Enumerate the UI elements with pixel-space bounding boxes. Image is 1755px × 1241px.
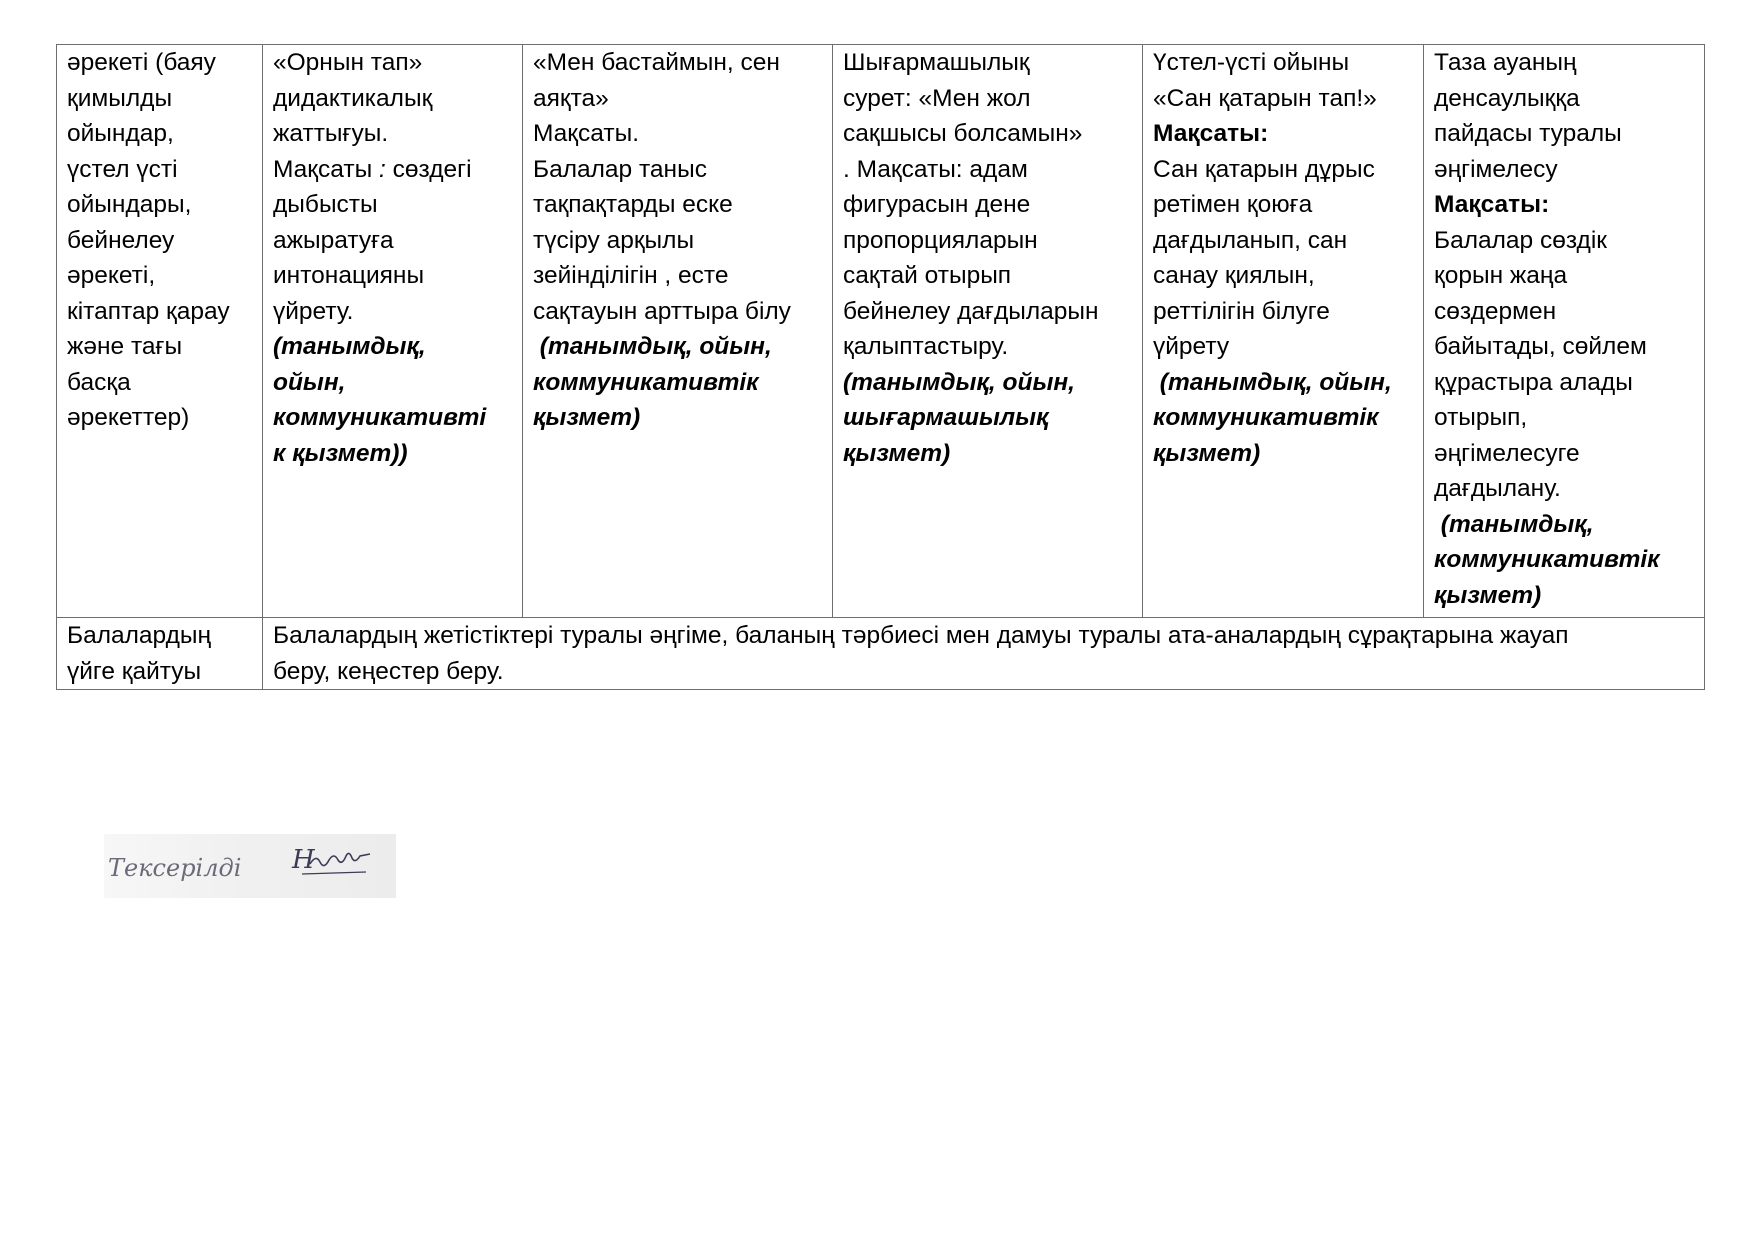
signature-initials: Н bbox=[292, 845, 315, 875]
activity-type-line: коммуникативтік bbox=[1434, 546, 1660, 573]
text-line: және тағы bbox=[67, 333, 183, 360]
activity-type-line: (танымдық, ойын, bbox=[843, 368, 1075, 396]
text-line: кітаптар қарау bbox=[67, 297, 230, 325]
text-line: қалыптастыру. bbox=[843, 333, 1009, 360]
return-home-label-cell bbox=[57, 618, 263, 690]
text-line: зейінділігін , есте bbox=[533, 262, 729, 289]
activity-type-line: (танымдық, ойын, bbox=[533, 333, 772, 360]
text-line: әңгімелесуге bbox=[1434, 439, 1580, 467]
text-line: санау қиялын, bbox=[1153, 262, 1315, 289]
text-line: байытады, сөйлем bbox=[1434, 333, 1647, 360]
signature-text: Тексерілді bbox=[108, 854, 242, 882]
signature-scribble bbox=[310, 853, 370, 865]
text-line: Сан қатарын дұрыс bbox=[1153, 155, 1375, 183]
activity-type-line: ойын, bbox=[273, 368, 346, 396]
text-line: ойындары, bbox=[67, 191, 192, 218]
goal-colon: : bbox=[372, 155, 386, 183]
activity-type-line: қызмет) bbox=[843, 439, 951, 467]
text-line: дидактикалық bbox=[273, 84, 433, 112]
activity-cell-4 bbox=[1143, 45, 1424, 618]
text-line: интонацияны bbox=[273, 262, 425, 289]
text-line: Балалардың жетістіктері туралы әңгіме, баланың тәрбиесі мен дамуы туралы ата-аналардың сұрақтарына жауап bbox=[273, 622, 1569, 649]
text-line: «Мен бастаймын, сен bbox=[533, 49, 780, 76]
text-line: әрекеті, bbox=[67, 262, 156, 289]
text-line: сақтауын арттыра білу bbox=[533, 297, 791, 325]
activity-type-line: шығармашылық bbox=[843, 404, 1049, 431]
text-line: сөздермен bbox=[1434, 297, 1557, 325]
text-line: құрастыра алады bbox=[1434, 368, 1633, 396]
text-line: бейнелеу дағдыларын bbox=[843, 297, 1099, 325]
activity-type-line: к қызмет)) bbox=[273, 439, 408, 467]
text-line: жаттығуы. bbox=[273, 120, 389, 147]
activity-cell-2 bbox=[523, 45, 833, 618]
text-line: беру, кеңестер беру. bbox=[273, 657, 504, 685]
goal-text: сөздегі bbox=[385, 155, 472, 183]
text-line: Шығармашылық bbox=[843, 49, 1030, 76]
activity-type-line: (танымдық, ойын, bbox=[1153, 368, 1392, 396]
text-line: дағдыланып, сан bbox=[1153, 226, 1348, 254]
text-line: үйрету bbox=[1153, 333, 1230, 360]
plan-table bbox=[56, 44, 1705, 690]
text-line: әңгімелесу bbox=[1434, 155, 1558, 183]
text-line: денсаулыққа bbox=[1434, 84, 1580, 112]
activity-type-line: (танымдық, bbox=[273, 333, 426, 360]
text-line: . Мақсаты: адам bbox=[843, 155, 1028, 183]
text-line: сақтай отырып bbox=[843, 262, 1012, 289]
text-line: түсіру арқылы bbox=[533, 226, 695, 254]
goal-label: Мақсаты: bbox=[1434, 191, 1550, 218]
goal-label: Мақсаты bbox=[273, 155, 373, 183]
text-line: сурет: «Мен жол bbox=[843, 84, 1031, 112]
activity-type-line: коммуникативтік bbox=[1153, 404, 1379, 431]
activity-cell-1 bbox=[263, 45, 523, 618]
text-line: сақшысы болсамын» bbox=[843, 120, 1083, 147]
activity-type-line: қызмет) bbox=[1153, 439, 1261, 467]
text-line: үйрету. bbox=[273, 297, 354, 325]
return-home-row bbox=[57, 618, 1705, 690]
signature-image bbox=[104, 834, 396, 898]
signature-stamp bbox=[104, 834, 396, 898]
text-line: дағдылану. bbox=[1434, 475, 1561, 502]
text-line: Балалардың bbox=[67, 622, 212, 649]
text-line: пропорцияларын bbox=[843, 226, 1038, 254]
activity-type-line: коммуникативтік bbox=[533, 368, 759, 396]
activity-type-line: (танымдық, bbox=[1434, 510, 1594, 538]
text-line: «Орнын тап» bbox=[273, 49, 423, 76]
activity-type-cell bbox=[57, 45, 263, 618]
text-line: үйге қайтуы bbox=[67, 657, 202, 685]
text-line: дыбысты bbox=[273, 191, 378, 218]
text-line: отырып, bbox=[1434, 404, 1528, 431]
text-line: реттілігін білуге bbox=[1153, 297, 1330, 325]
text-line: Үстел-үсті ойыны bbox=[1153, 49, 1350, 76]
text-line: басқа bbox=[67, 368, 131, 396]
text-line: үстел үсті bbox=[67, 155, 178, 183]
activity-cell-3 bbox=[833, 45, 1143, 618]
text-line: ажыратуға bbox=[273, 226, 394, 254]
text-line: Мақсаты. bbox=[533, 120, 640, 147]
text-line: әрекеттер) bbox=[67, 404, 190, 431]
activity-type-line: коммуникативті bbox=[273, 404, 487, 431]
goal-label: Мақсаты: bbox=[1153, 120, 1269, 147]
text-line: Таза ауаның bbox=[1434, 49, 1577, 76]
activity-cell-5 bbox=[1424, 45, 1705, 618]
return-home-text-cell bbox=[263, 618, 1705, 690]
text-line: фигурасын дене bbox=[843, 191, 1031, 218]
text-line: Балалар таныс bbox=[533, 155, 707, 183]
text-line: пайдасы туралы bbox=[1434, 120, 1622, 147]
text-line: ретімен қоюға bbox=[1153, 191, 1313, 218]
activity-type-line: қызмет) bbox=[1434, 581, 1542, 609]
text-line: тақпақтарды еске bbox=[533, 191, 733, 218]
text-line: қорын жаңа bbox=[1434, 262, 1568, 289]
text-line: бейнелеу bbox=[67, 226, 175, 254]
text-line: Балалар сөздік bbox=[1434, 226, 1608, 254]
activity-type-line: қызмет) bbox=[533, 404, 641, 431]
goal-line bbox=[273, 152, 514, 188]
text-line: әрекеті (баяу bbox=[67, 49, 216, 76]
text-line: қимылды bbox=[67, 84, 173, 112]
text-line: ойындар, bbox=[67, 120, 174, 147]
text-line: аяқта» bbox=[533, 84, 609, 112]
activity-row bbox=[57, 45, 1705, 618]
text-line: «Сан қатарын тап!» bbox=[1153, 84, 1377, 112]
